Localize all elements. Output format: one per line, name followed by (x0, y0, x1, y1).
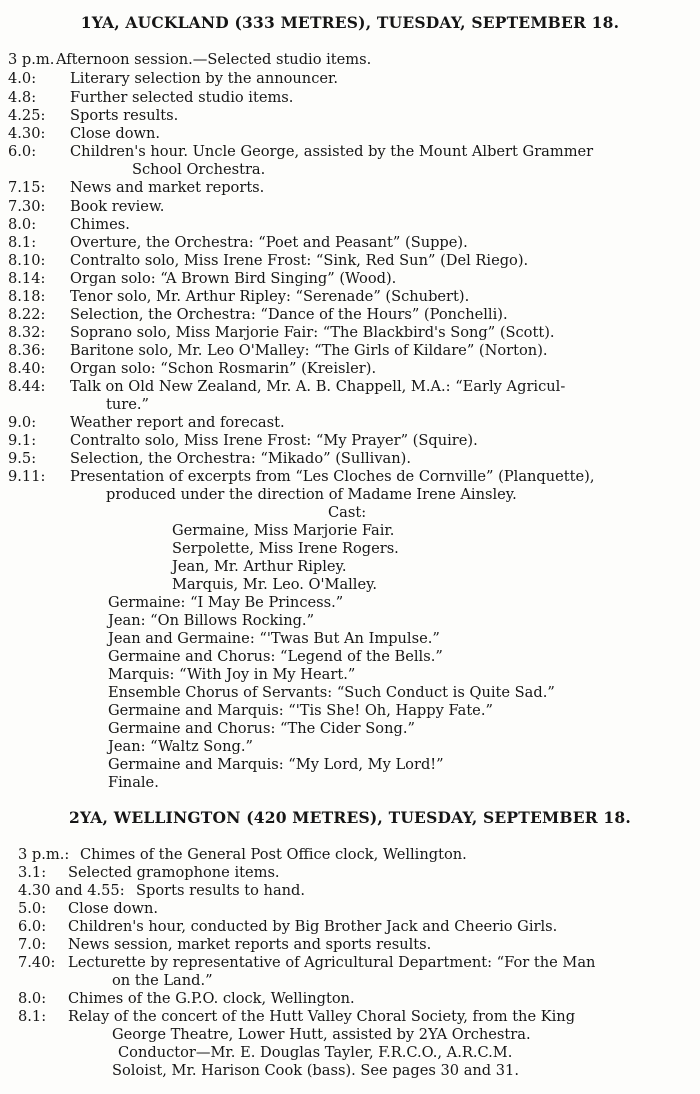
schedule-time: 9.0: (8, 414, 37, 431)
schedule-desc: Close down. (68, 900, 159, 917)
schedule-desc: Talk on Old New Zealand, Mr. A. B. Chappell, M.A.: “Early Agricul- (70, 378, 566, 395)
conductor-note: Conductor—Mr. E. Douglas Tayler, F.R.C.O., A.R.C.M. (118, 1044, 513, 1061)
schedule-time: 9.1: (8, 432, 37, 449)
schedule-desc: Organ solo: “A Brown Bird Singing” (Wood). (70, 270, 397, 287)
cast-member: Serpolette, Miss Irene Rogers. (172, 540, 399, 557)
schedule-time: 4.30: (8, 125, 46, 142)
programme-number: Germaine and Chorus: “Legend of the Bells.” (108, 648, 443, 665)
programme-number: Germaine and Marquis: “'Tis She! Oh, Happy Fate.” (108, 702, 493, 719)
programme-number: Marquis: “With Joy in My Heart.” (108, 666, 356, 683)
schedule-continuation: on the Land.” (112, 972, 213, 989)
schedule-time: 4.0: (8, 70, 37, 87)
schedule-time: 3 p.m. (8, 51, 55, 68)
schedule-time: 4.30 and 4.55: (18, 882, 125, 899)
programme-number: Ensemble Chorus of Servants: “Such Conduct is Quite Sad.” (108, 684, 555, 701)
schedule-time: 5.0: (18, 900, 47, 917)
schedule-desc: Close down. (70, 125, 161, 142)
schedule-time: 4.8: (8, 89, 37, 106)
schedule-time: 7.0: (18, 936, 47, 953)
schedule-desc: Contralto solo, Miss Irene Frost: “Sink, Red Sun” (Del Riego). (70, 252, 529, 269)
schedule-desc: Afternoon session.—Selected studio items. (56, 51, 372, 68)
schedule-desc: Book review. (70, 198, 165, 215)
schedule-desc: Chimes of the General Post Office clock, Wellington. (80, 846, 467, 863)
schedule-time: 8.44: (8, 378, 46, 395)
schedule-time: 8.32: (8, 324, 46, 341)
schedule-desc: Presentation of excerpts from “Les Cloches de Cornville” (Planquette), (70, 468, 595, 485)
schedule-time: 4.25: (8, 107, 46, 124)
programme-number: Jean: “On Billows Rocking.” (108, 612, 315, 629)
schedule-time: 7.30: (8, 198, 46, 215)
schedule-continuation: George Theatre, Lower Hutt, assisted by 2YA Orchestra. (112, 1026, 531, 1043)
schedule-time: 8.18: (8, 288, 46, 305)
schedule-desc: Sports results to hand. (136, 882, 306, 899)
station-2-heading: 2YA, WELLINGTON (420 METRES), TUESDAY, SEPTEMBER 18. (69, 808, 631, 827)
schedule-desc: Tenor solo, Mr. Arthur Ripley: “Serenade” (Schubert). (70, 288, 470, 305)
schedule-desc: Children's hour, conducted by Big Brother Jack and Cheerio Girls. (68, 918, 558, 935)
schedule-desc: Literary selection by the announcer. (70, 70, 339, 87)
schedule-time: 8.14: (8, 270, 46, 287)
soloist-note: Soloist, Mr. Harison Cook (bass). See pages 30 and 31. (112, 1062, 519, 1079)
schedule-time: 6.0: (8, 143, 37, 160)
schedule-desc: Soprano solo, Miss Marjorie Fair: “The Blackbird's Song” (Scott). (70, 324, 555, 341)
schedule-continuation: produced under the direction of Madame Irene Ainsley. (106, 486, 517, 503)
schedule-desc: Selection, the Orchestra: “Dance of the Hours” (Ponchelli). (70, 306, 508, 323)
schedule-time: 8.1: (18, 1008, 47, 1025)
schedule-desc: Further selected studio items. (70, 89, 294, 106)
schedule-time: 8.40: (8, 360, 46, 377)
schedule-time: 3.1: (18, 864, 47, 881)
cast-member: Jean, Mr. Arthur Ripley. (172, 558, 347, 575)
schedule-time: 8.0: (8, 216, 37, 233)
schedule-desc: Contralto solo, Miss Irene Frost: “My Prayer” (Squire). (70, 432, 478, 449)
schedule-time: 9.11: (8, 468, 46, 485)
schedule-time: 8.10: (8, 252, 46, 269)
schedule-time: 7.15: (8, 179, 46, 196)
cast-member: Marquis, Mr. Leo. O'Malley. (172, 576, 378, 593)
programme-number: Germaine and Chorus: “The Cider Song.” (108, 720, 415, 737)
programme-number: Germaine and Marquis: “My Lord, My Lord!” (108, 756, 444, 773)
schedule-desc: Sports results. (70, 107, 179, 124)
programme-number: Finale. (108, 774, 159, 791)
programme-number: Germaine: “I May Be Princess.” (108, 594, 344, 611)
schedule-time: 8.1: (8, 234, 37, 251)
schedule-desc: News session, market reports and sports results. (68, 936, 432, 953)
schedule-continuation: School Orchestra. (132, 161, 266, 178)
station-1-heading: 1YA, AUCKLAND (333 METRES), TUESDAY, SEPTEMBER 18. (80, 13, 620, 32)
cast-heading: Cast: (328, 504, 367, 521)
schedule-desc: Selection, the Orchestra: “Mikado” (Sullivan). (70, 450, 411, 467)
schedule-desc: Chimes of the G.P.O. clock, Wellington. (68, 990, 355, 1007)
programme-number: Jean: “Waltz Song.” (108, 738, 253, 755)
schedule-desc: Baritone solo, Mr. Leo O'Malley: “The Girls of Kildare” (Norton). (70, 342, 548, 359)
schedule-time: 3 p.m.: (18, 846, 70, 863)
schedule-desc: Lecturette by representative of Agricultural Department: “For the Man (68, 954, 596, 971)
cast-member: Germaine, Miss Marjorie Fair. (172, 522, 395, 539)
schedule-time: 8.36: (8, 342, 46, 359)
schedule-time: 6.0: (18, 918, 47, 935)
schedule-desc: Weather report and forecast. (70, 414, 285, 431)
schedule-desc: Overture, the Orchestra: “Poet and Peasant” (Suppe). (70, 234, 468, 251)
schedule-time: 8.22: (8, 306, 46, 323)
schedule-continuation: ture.” (106, 396, 149, 413)
schedule-desc: News and market reports. (70, 179, 265, 196)
schedule-desc: Children's hour. Uncle George, assisted by the Mount Albert Grammer (70, 143, 594, 160)
schedule-desc: Organ solo: “Schon Rosmarin” (Kreisler). (70, 360, 377, 377)
schedule-time: 9.5: (8, 450, 37, 467)
schedule-desc: Selected gramophone items. (68, 864, 280, 881)
schedule-time: 8.0: (18, 990, 47, 1007)
schedule-time: 7.40: (18, 954, 56, 971)
schedule-desc: Relay of the concert of the Hutt Valley Choral Society, from the King (68, 1008, 576, 1025)
schedule-desc: Chimes. (70, 216, 130, 233)
programme-number: Jean and Germaine: “'Twas But An Impulse.” (108, 630, 440, 647)
